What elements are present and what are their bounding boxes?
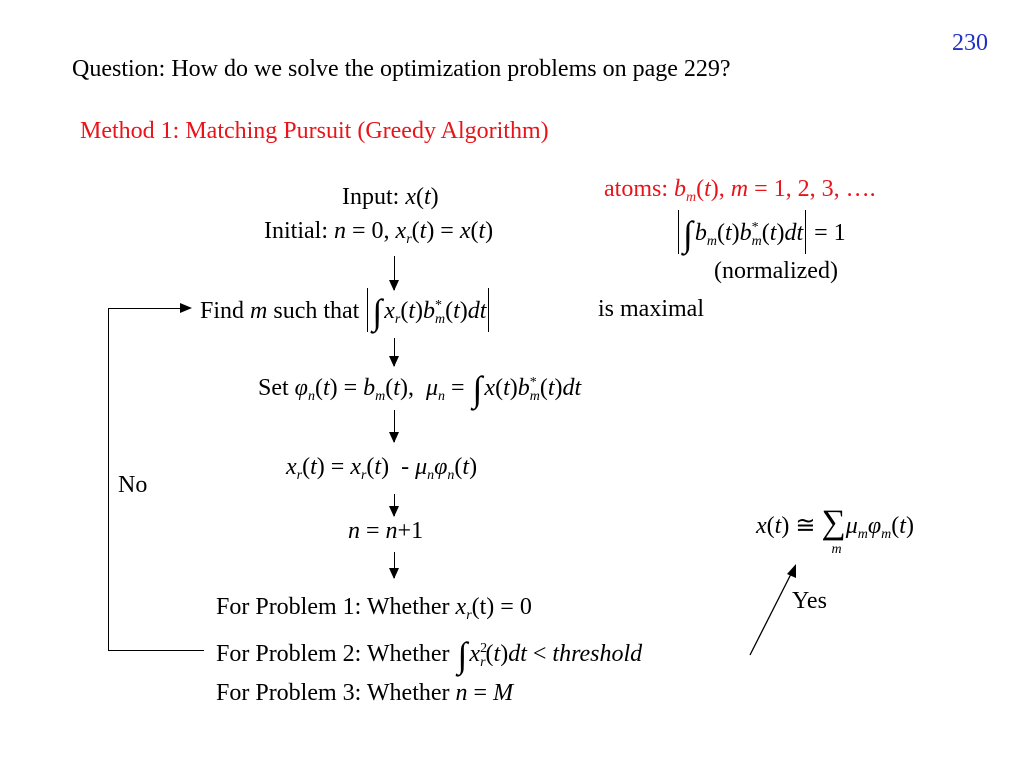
loop-top-line [108,308,182,309]
loop-left-line [108,308,109,651]
arrow-down-2 [394,338,395,366]
increment-step: n = n+1 [348,518,424,544]
arrow-down-3 [394,410,395,442]
page-number: 230 [952,30,988,56]
find-step: Find m such that $\int x_r(t)b^*_m(t)dt$ [200,288,491,333]
yes-label: Yes [792,588,827,614]
arrow-down-5 [394,552,395,578]
problem-2: For Problem 2: Whether $\int x^2_r(t)dt$ < threshold [216,635,643,675]
problem-1: For Problem 1: Whether $x_r(t) = 0$ [216,594,532,623]
loop-arrowhead [180,303,192,313]
is-maximal-text: is maximal [598,296,704,322]
normalization-equation: $\int b_m(t)b^*_m(t)dt = 1$ [676,210,846,255]
yes-arrow [740,560,800,660]
question-text: Question: How do we solve the optimization problems on page 229? [72,56,731,82]
result-equation: x(t) ≅ ∑ m $\mu_m\varphi_m(t)$ [756,504,914,557]
no-label: No [118,472,148,498]
arrow-down-4 [394,494,395,516]
initial-line: Initial: n = 0, $x_r(t) = x(t)$ [264,218,494,247]
arrow-down-1 [394,256,395,290]
method-title: Method 1: Matching Pursuit (Greedy Algorithm) [80,118,549,144]
update-step: $x_r(t) = x_r(t) - \mu_n\varphi_n(t)$ [286,454,478,483]
problem-3: For Problem 3: Whether n = M [216,680,514,706]
set-step: Set $\varphi_n(t) = b_m(t)$, $\mu_n = \int x(t)b^*_m(t)dt$ [258,369,582,409]
atoms-line: atoms: $b_m(t)$, m = 1, 2, 3, …. [604,176,876,205]
input-line: Input: x(t) [342,184,439,210]
loop-bottom-line [108,650,204,651]
normalized-note: (normalized) [714,258,838,284]
